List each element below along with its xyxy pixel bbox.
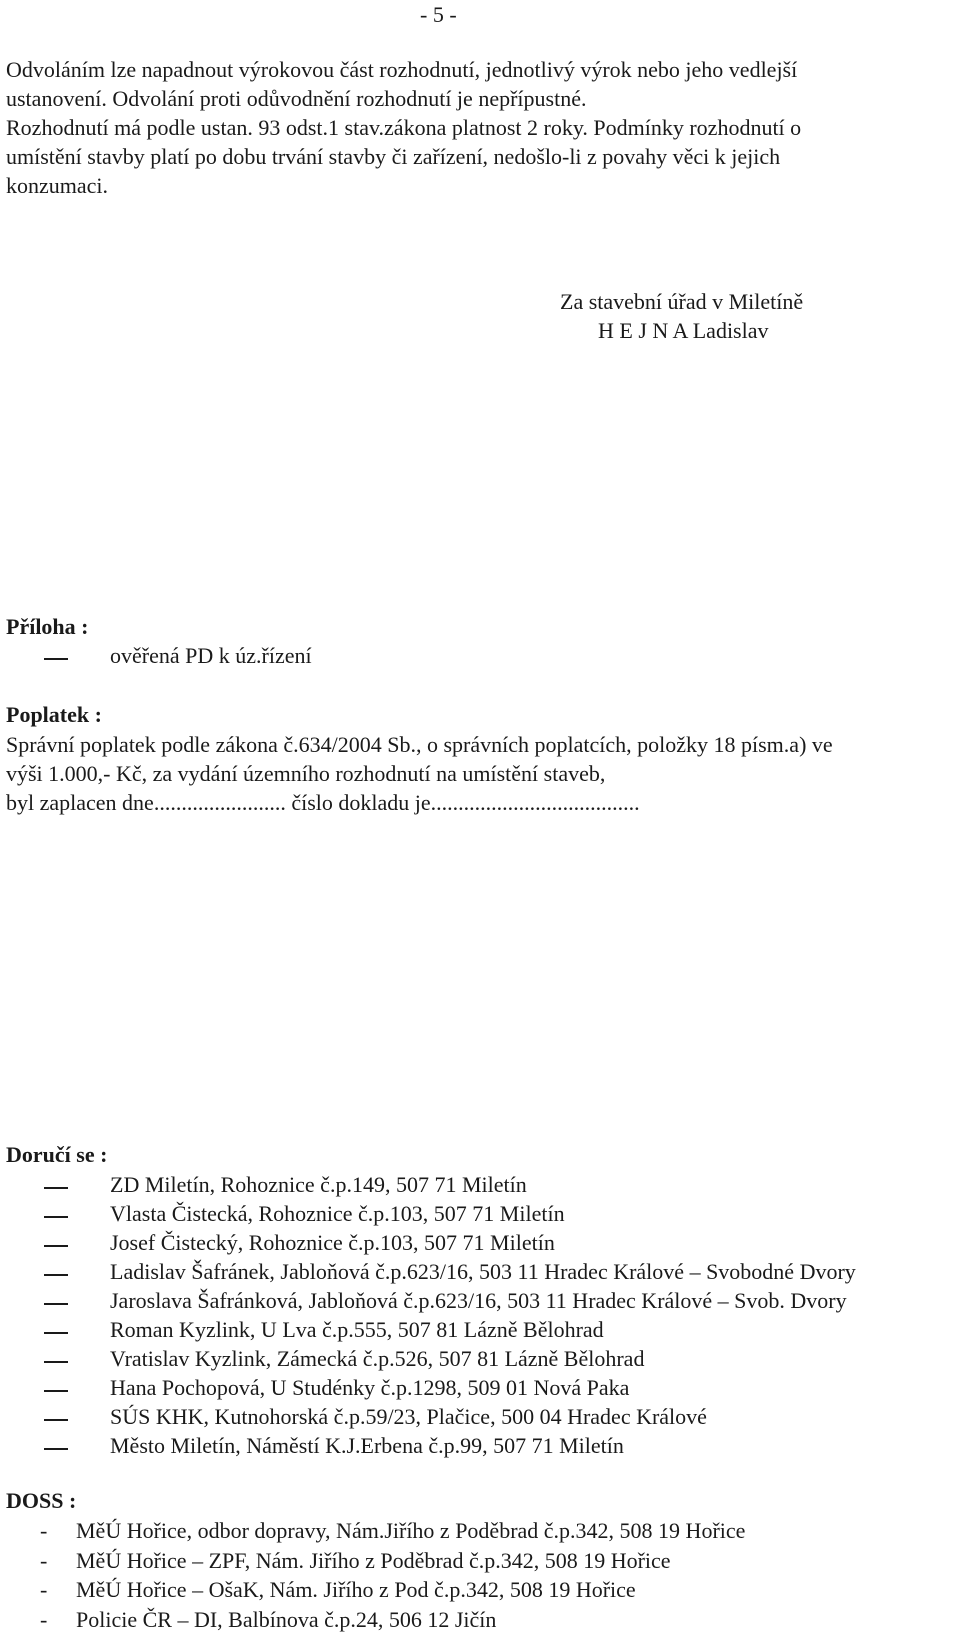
dash-bullet-icon [44, 1274, 68, 1276]
recipient: Město Miletín, Náměstí K.J.Erbena č.p.99, 507 71 Miletín [110, 1433, 624, 1458]
list-item [44, 1170, 856, 1199]
list-item [44, 1286, 856, 1315]
dash-bullet-icon [44, 1303, 68, 1305]
dash-bullet-icon [44, 658, 68, 660]
intro-paragraph [6, 55, 946, 200]
page-number: - 5 - [420, 2, 457, 27]
list-item [44, 1373, 856, 1402]
priloha-heading: Příloha : [6, 614, 89, 639]
list-item [44, 1344, 856, 1373]
poplatek-line: výši 1.000,- Kč, za vydání územního rozhodnutí na umístění staveb, [6, 761, 606, 786]
recipient: Roman Kyzlink, U Lva č.p.555, 507 81 Lázně Bělohrad [110, 1317, 604, 1342]
intro-line: Rozhodnutí má podle ustan. 93 odst.1 stav.zákona platnost 2 roky. Podmínky rozhodnutí o [6, 115, 802, 140]
list-item [44, 1402, 856, 1431]
doss-heading: DOSS : [6, 1488, 77, 1513]
doss-recipient: MěÚ Hořice, odbor dopravy, Nám.Jiřího z Poděbrad č.p.342, 508 19 Hořice [76, 1518, 746, 1543]
doss-recipient: MěÚ Hořice – OšaK, Nám. Jiřího z Pod č.p.342, 508 19 Hořice [76, 1577, 636, 1602]
intro-line: Odvoláním lze napadnout výrokovou část rozhodnutí, jednotlivý výrok nebo jeho vedlejší [6, 57, 798, 82]
poplatek-line: byl zaplacen dne........................ číslo dokladu je...................................... [6, 790, 640, 815]
recipient: ZD Miletín, Rohoznice č.p.149, 507 71 Miletín [110, 1172, 527, 1197]
list-item [40, 1546, 745, 1576]
list-item [44, 1315, 856, 1344]
dash-bullet-icon [44, 1245, 68, 1247]
list-item [40, 1605, 745, 1635]
dash-bullet-icon [44, 1361, 68, 1363]
doss-recipient: MěÚ Hořice – ZPF, Nám. Jiřího z Poděbrad č.p.342, 508 19 Hořice [76, 1547, 671, 1573]
recipient: Ladislav Šafránek, Jabloňová č.p.623/16, 503 11 Hradec Králové – Svobodné Dvory [110, 1259, 856, 1284]
dash-bullet-icon [44, 1332, 68, 1334]
doruci-heading: Doručí se : [6, 1142, 108, 1167]
dash-bullet-icon [44, 1187, 68, 1189]
poplatek-line: Správní poplatek podle zákona č.634/2004 Sb., o správních poplatcích, položky 18 písm.a) ve [6, 732, 833, 757]
recipient: Josef Čistecký, Rohoznice č.p.103, 507 71 Miletín [110, 1230, 555, 1255]
hyphen-bullet-icon: - [40, 1606, 48, 1632]
recipient: Jaroslava Šafránková, Jabloňová č.p.623/16, 503 11 Hradec Králové – Svob. Dvory [110, 1288, 847, 1313]
signature-name: H E J N A Ladislav [598, 318, 769, 343]
poplatek-heading: Poplatek : [6, 702, 102, 727]
hyphen-bullet-icon: - [40, 1577, 48, 1602]
list-item [44, 1228, 856, 1257]
recipient: Vratislav Kyzlink, Zámecká č.p.526, 507 81 Lázně Bělohrad [110, 1346, 645, 1371]
recipient: Vlasta Čistecká, Rohoznice č.p.103, 507 71 Miletín [110, 1201, 565, 1226]
dash-bullet-icon [44, 1216, 68, 1218]
dash-bullet-icon [44, 1448, 68, 1450]
hyphen-bullet-icon: - [40, 1547, 48, 1573]
dash-bullet-icon [44, 1419, 68, 1421]
doruci-list [44, 1170, 856, 1460]
doss-list [40, 1516, 745, 1634]
recipient: SÚS KHK, Kutnohorská č.p.59/23, Plačice, 500 04 Hradec Králové [110, 1404, 707, 1429]
list-item [44, 1199, 856, 1228]
intro-line: konzumaci. [6, 173, 109, 198]
signature-block [560, 287, 803, 345]
list-item [44, 1257, 856, 1286]
signature-office: Za stavební úřad v Miletíně [560, 289, 804, 314]
hyphen-bullet-icon: - [40, 1518, 48, 1543]
priloha-item-text: ověřená PD k úz.řízení [110, 643, 312, 668]
list-item [44, 1431, 856, 1460]
intro-line: ustanovení. Odvolání proti odůvodnění rozhodnutí je nepřípustné. [6, 86, 587, 111]
poplatek-paragraph [6, 730, 833, 817]
dash-bullet-icon [44, 1390, 68, 1392]
doss-recipient: Policie ČR – DI, Balbínova č.p.24, 506 12 Jičín [76, 1606, 497, 1632]
recipient: Hana Pochopová, U Studénky č.p.1298, 509 01 Nová Paka [110, 1375, 630, 1400]
list-item [40, 1575, 745, 1605]
priloha-item [44, 641, 312, 670]
list-item [40, 1516, 745, 1546]
intro-line: umístění stavby platí po dobu trvání stavby či zařízení, nedošlo-li z povahy věci k jejich [6, 144, 781, 169]
